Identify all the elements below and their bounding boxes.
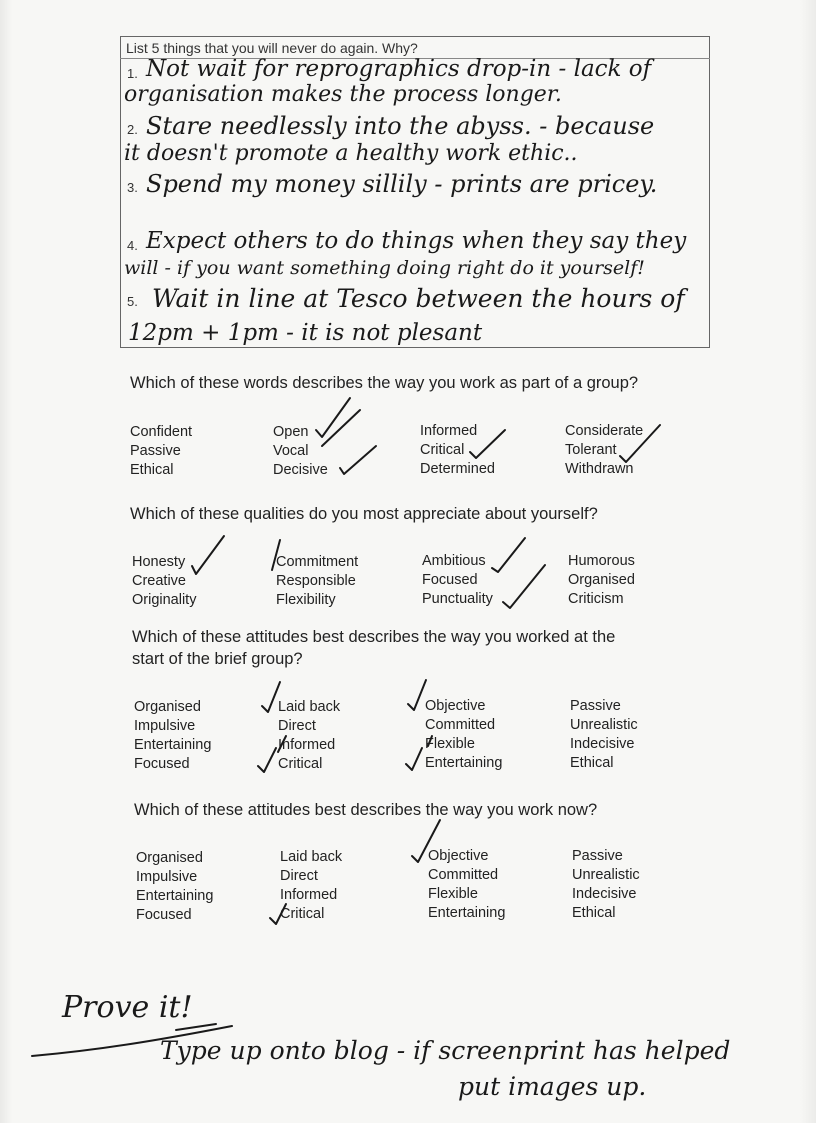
option-vocal: Vocal: [273, 443, 309, 459]
question-1-column-2: [273, 423, 328, 480]
footer-line-2: put images up.: [458, 1072, 647, 1101]
question-3-column-1: [134, 698, 211, 774]
option-flexible: Flexible: [428, 886, 478, 902]
option-focused: Focused: [422, 572, 478, 588]
option-objective: Objective: [428, 848, 489, 864]
option-ambitious: Ambitious: [422, 553, 486, 569]
option-informed: Informed: [280, 887, 338, 903]
item-number-2: 2.: [127, 122, 138, 137]
option-considerate: Considerate: [565, 423, 644, 439]
question-1-column-4: [565, 422, 643, 479]
option-laid-back: Laid back: [280, 849, 343, 865]
footer-heading: Prove it!: [62, 990, 193, 1025]
question-3-column-4: [570, 697, 638, 773]
option-organised: Organised: [568, 572, 635, 588]
option-criticism: Criticism: [568, 591, 624, 607]
question-1: Which of these words describes the way you work as part of a group?: [130, 374, 639, 392]
question-3-column-3: [425, 697, 502, 773]
item-number-3: 3.: [127, 180, 138, 195]
option-ethical: Ethical: [570, 755, 614, 771]
option-indecisive: Indecisive: [572, 886, 637, 902]
footer-line-1: Type up onto blog - if screenprint has helped: [160, 1036, 731, 1065]
option-entertaining: Entertaining: [136, 888, 214, 904]
item-5-line-1: Wait in line at Tesco between the hours of: [152, 284, 685, 313]
option-informed: Informed: [420, 423, 478, 439]
list-title: List 5 things that you will never do again. Why?: [126, 40, 418, 56]
option-open: Open: [273, 424, 309, 440]
question-3-line-1: Which of these attitudes best describes the way you worked at the: [132, 628, 616, 646]
option-flexibility: Flexibility: [276, 592, 336, 608]
item-1-line-2: organisation makes the process longer.: [124, 82, 562, 107]
question-3-column-2: [278, 698, 340, 774]
item-2-line-1: Stare needlessly into the abyss. - because: [146, 112, 655, 140]
option-focused: Focused: [134, 756, 190, 772]
question-3: [132, 626, 615, 670]
item-number-1: 1.: [127, 66, 138, 81]
item-4-line-1: Expect others to do things when they say they: [146, 228, 687, 254]
option-unrealistic: Unrealistic: [570, 717, 638, 733]
option-critical: Critical: [420, 442, 465, 458]
question-4-column-2: [280, 848, 342, 924]
option-tolerant: Tolerant: [565, 442, 617, 458]
option-organised: Organised: [134, 699, 201, 715]
option-direct: Direct: [278, 718, 316, 734]
option-informed: Informed: [278, 737, 336, 753]
item-number-5: 5.: [127, 294, 138, 309]
option-decisive: Decisive: [273, 462, 328, 478]
question-4-column-3: [428, 847, 505, 923]
option-critical: Critical: [280, 906, 325, 922]
option-passive: Passive: [570, 698, 621, 714]
option-entertaining: Entertaining: [428, 905, 506, 921]
option-impulsive: Impulsive: [136, 869, 198, 885]
option-humorous: Humorous: [568, 553, 635, 569]
option-committed: Committed: [425, 717, 496, 733]
option-commitment: Commitment: [276, 554, 359, 570]
option-laid-back: Laid back: [278, 699, 341, 715]
option-responsible: Responsible: [276, 573, 356, 589]
question-4: Which of these attitudes best describes the way you work now?: [134, 801, 598, 819]
question-2-column-2: [276, 553, 358, 610]
item-2-line-2: it doesn't promote a healthy work ethic..: [124, 141, 578, 166]
question-2-column-3: [422, 552, 493, 609]
option-confident: Confident: [130, 424, 193, 440]
question-2-column-1: [132, 553, 196, 610]
option-indecisive: Indecisive: [570, 736, 635, 752]
question-2-column-4: [568, 552, 635, 609]
option-passive: Passive: [572, 848, 623, 864]
option-objective: Objective: [425, 698, 486, 714]
option-committed: Committed: [428, 867, 499, 883]
option-withdrawn: Withdrawn: [565, 461, 634, 477]
option-ethical: Ethical: [572, 905, 616, 921]
option-impulsive: Impulsive: [134, 718, 196, 734]
option-flexible: Flexible: [425, 736, 475, 752]
option-honesty: Honesty: [132, 554, 186, 570]
item-1-line-1: Not wait for reprographics drop-in - lack of: [146, 56, 652, 82]
item-3-line-1: Spend my money sillily - prints are pricey.: [146, 170, 658, 198]
question-4-column-4: [572, 847, 640, 923]
option-direct: Direct: [280, 868, 318, 884]
question-2: Which of these qualities do you most appreciate about yourself?: [130, 505, 598, 523]
item-4-line-2: will - if you want something doing right do it yourself!: [124, 257, 645, 279]
option-focused: Focused: [136, 907, 192, 923]
option-entertaining: Entertaining: [425, 755, 503, 771]
option-determined: Determined: [420, 461, 495, 477]
question-1-column-3: [420, 422, 495, 479]
option-critical: Critical: [278, 756, 323, 772]
question-4-column-1: [136, 849, 213, 925]
item-number-4: 4.: [127, 238, 138, 253]
option-ethical: Ethical: [130, 462, 174, 478]
option-creative: Creative: [132, 573, 186, 589]
question-3-line-2: start of the brief group?: [132, 650, 303, 668]
question-1-column-1: [130, 423, 192, 480]
option-passive: Passive: [130, 443, 181, 459]
option-organised: Organised: [136, 850, 203, 866]
option-originality: Originality: [132, 592, 197, 608]
option-entertaining: Entertaining: [134, 737, 212, 753]
option-unrealistic: Unrealistic: [572, 867, 640, 883]
option-punctuality: Punctuality: [422, 591, 493, 607]
item-5-line-2: 12pm + 1pm - it is not plesant: [128, 320, 483, 346]
